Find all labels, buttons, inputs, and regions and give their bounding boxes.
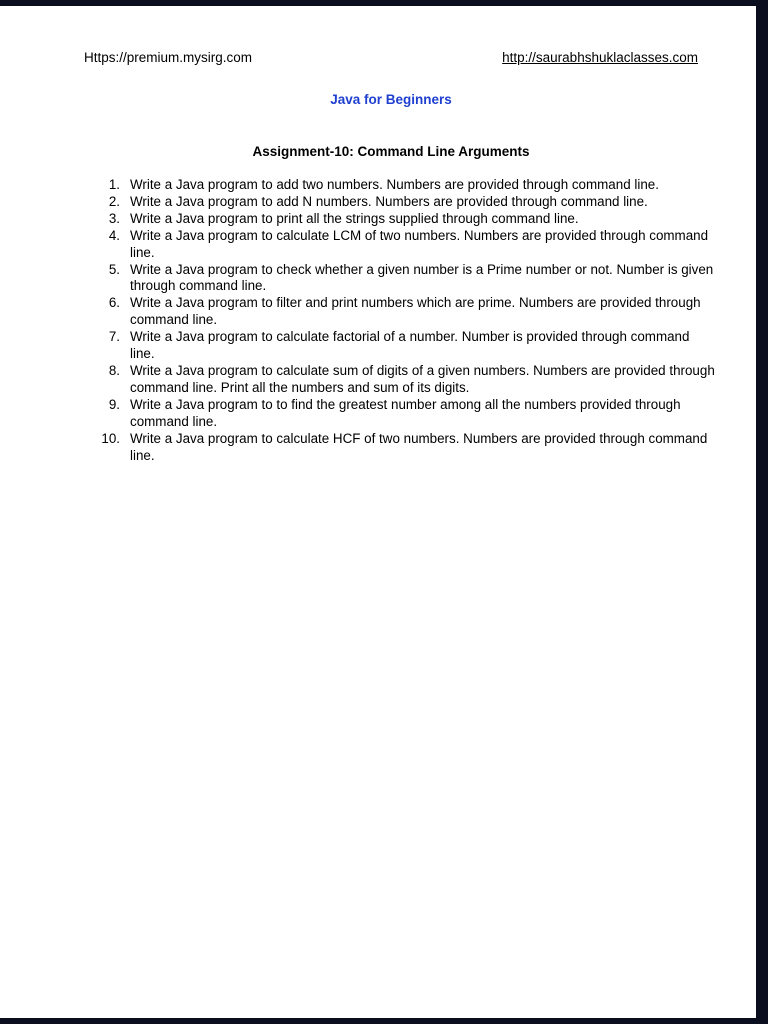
question-text: Write a Java program to check whether a given number is a Prime number or not. Number is given through command line. <box>130 261 714 294</box>
question-text: Write a Java program to calculate sum of digits of a given numbers. Numbers are provided through command line. Print all the numbers and sum of its digits. <box>130 362 715 395</box>
question-number: 8. <box>108 362 120 378</box>
question-list <box>86 177 716 464</box>
question-item <box>86 177 716 194</box>
question-number: 1. <box>108 177 120 192</box>
document-page <box>0 6 756 1018</box>
question-item <box>86 397 716 431</box>
question-item <box>86 295 716 329</box>
header-left-url: Https://premium.mysirg.com <box>84 50 253 65</box>
question-number: 2. <box>108 193 120 209</box>
question-text: Write a Java program to to find the greatest number among all the numbers provided through command line. <box>130 396 681 429</box>
question-number: 10. <box>101 430 120 446</box>
course-title: Java for Beginners <box>330 92 452 107</box>
question-text: Write a Java program to filter and print numbers which are prime. Numbers are provided through command line. <box>130 295 701 328</box>
assignment-title: Assignment-10: Command Line Arguments <box>252 144 530 159</box>
header-right-link[interactable]: http://saurabhshuklaclasses.com <box>502 50 698 65</box>
question-number: 5. <box>108 261 120 277</box>
question-text: Write a Java program to calculate factorial of a number. Number is provided through command line. <box>130 329 690 362</box>
question-number: 9. <box>108 396 120 412</box>
question-item <box>86 363 716 397</box>
question-item <box>86 431 716 465</box>
question-number: 7. <box>108 329 120 345</box>
question-text: Write a Java program to add N numbers. Numbers are provided through command line. <box>130 193 648 209</box>
question-item <box>86 211 716 228</box>
question-text: Write a Java program to add two numbers. Numbers are provided through command line. <box>130 177 659 192</box>
question-number: 6. <box>108 295 120 311</box>
question-text: Write a Java program to calculate LCM of two numbers. Numbers are provided through command line. <box>130 227 709 260</box>
question-item <box>86 262 716 296</box>
question-number: 4. <box>108 227 120 243</box>
question-text: Write a Java program to calculate HCF of two numbers. Numbers are provided through command line. <box>130 430 708 463</box>
question-item <box>86 329 716 363</box>
question-number: 3. <box>108 210 120 226</box>
question-item <box>86 228 716 262</box>
question-text: Write a Java program to print all the strings supplied through command line. <box>130 210 579 226</box>
question-item <box>86 194 716 211</box>
